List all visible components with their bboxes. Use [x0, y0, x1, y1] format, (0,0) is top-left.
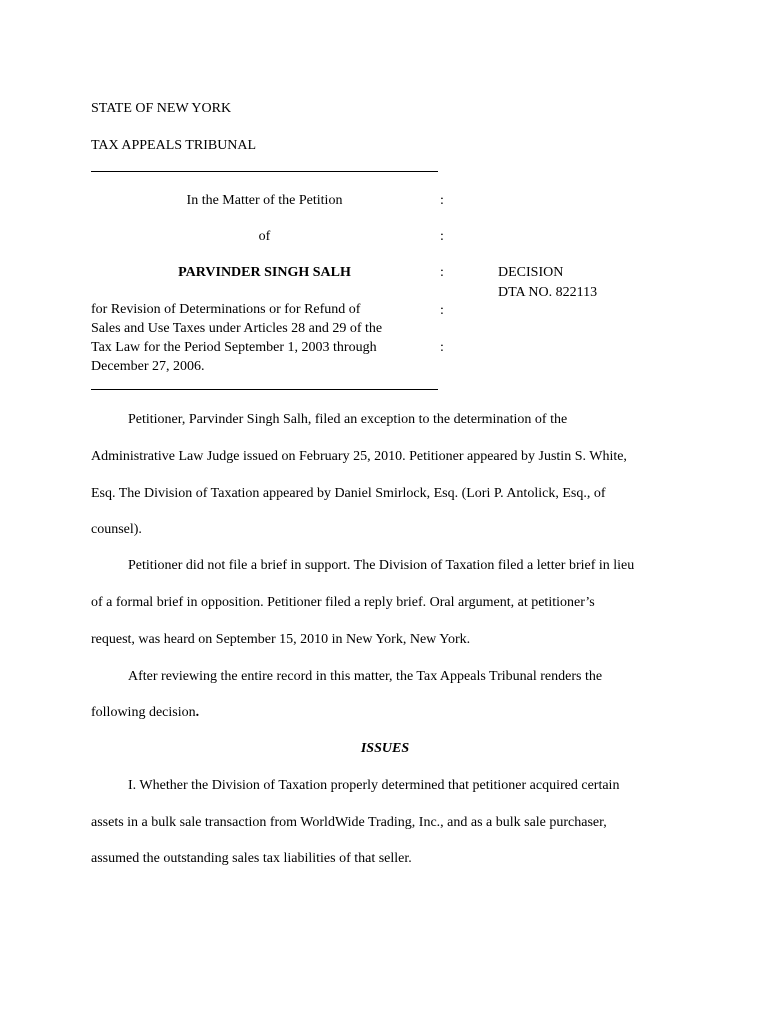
- body-line: [91, 704, 199, 722]
- caption-colon: :: [440, 229, 444, 244]
- caption-colon: :: [440, 265, 444, 280]
- issue-line: assumed the outstanding sales tax liabilities of that seller.: [91, 851, 412, 866]
- issue-line: assets in a bulk sale transaction from WorldWide Trading, Inc., and as a bulk sale purchaser,: [91, 815, 607, 830]
- caption-top-rule: [91, 171, 438, 172]
- issues-heading: ISSUES: [360, 741, 410, 756]
- caption-bottom-rule: [91, 389, 438, 390]
- of-line: of: [258, 229, 271, 244]
- petitioner-name: PARVINDER SINGH SALH: [178, 265, 351, 280]
- revision-line: for Revision of Determinations or for Refund of: [91, 302, 361, 317]
- body-line: After reviewing the entire record in this matter, the Tax Appeals Tribunal renders the: [128, 669, 603, 684]
- matter-line: In the Matter of the Petition: [186, 193, 343, 208]
- body-line: request, was heard on September 15, 2010 in New York, New York.: [91, 632, 471, 647]
- state-heading: STATE OF NEW YORK: [91, 101, 232, 116]
- body-line: Administrative Law Judge issued on February 25, 2010. Petitioner appeared by Justin S. White,: [91, 449, 627, 464]
- body-line-period: .: [195, 705, 200, 720]
- decision-label: DECISION: [498, 265, 564, 280]
- caption-colon: :: [440, 340, 444, 355]
- body-line: counsel).: [91, 522, 142, 537]
- body-line: Esq. The Division of Taxation appeared by Daniel Smirlock, Esq. (Lori P. Antolick, Esq., of: [91, 486, 606, 501]
- caption-colon: :: [440, 193, 444, 208]
- body-line: Petitioner did not file a brief in support. The Division of Taxation filed a letter brief in lieu: [128, 558, 635, 573]
- decision-number: DTA NO. 822113: [498, 285, 598, 300]
- body-line: Petitioner, Parvinder Singh Salh, filed an exception to the determination of the: [128, 412, 568, 427]
- revision-line: December 27, 2006.: [91, 359, 205, 374]
- tribunal-heading: TAX APPEALS TRIBUNAL: [91, 138, 257, 153]
- revision-line: Sales and Use Taxes under Articles 28 and 29 of the: [91, 321, 383, 336]
- caption-colon: :: [440, 303, 444, 318]
- body-line: of a formal brief in opposition. Petitioner filed a reply brief. Oral argument, at petitioner’s: [91, 595, 595, 610]
- body-line-text: following decision: [91, 705, 196, 720]
- issue-line: I. Whether the Division of Taxation properly determined that petitioner acquired certain: [128, 778, 620, 793]
- revision-line: Tax Law for the Period September 1, 2003 through: [91, 340, 377, 355]
